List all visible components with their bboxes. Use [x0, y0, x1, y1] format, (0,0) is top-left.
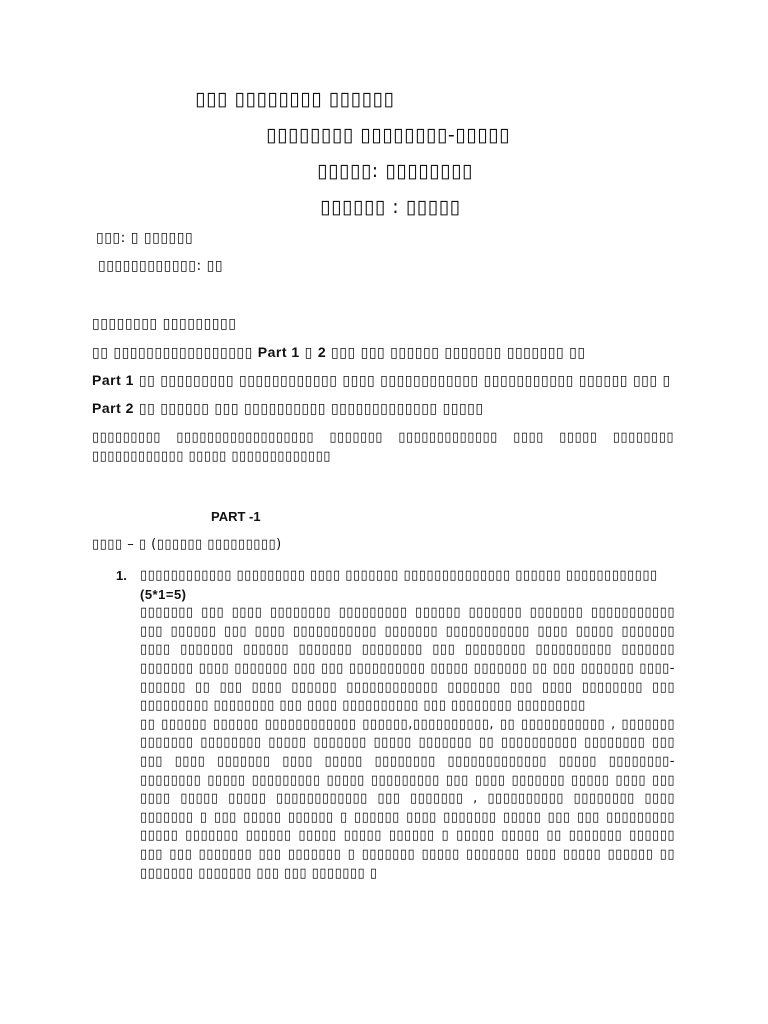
subject-line: ▯▯▯▯▯▯ : ▯▯▯▯▯: [320, 196, 461, 218]
instruction-line-4: ▯▯▯▯▯▯▯▯▯ ▯▯▯▯▯▯▯▯▯▯▯▯▯▯▯▯▯▯ ▯▯▯▯▯▯▯ ▯▯▯▯▯▯▯▯▯▯▯▯▯ ▯▯▯▯ ▯▯▯▯▯ ▯▯▯▯▯▯▯▯ ▯▯▯▯▯▯▯▯▯▯▯▯ ▯▯▯▯▯ ▯▯▯▯▯▯▯▯▯▯▯▯▯: [92, 430, 674, 464]
instruction-line-1: [92, 344, 586, 361]
time-line: ▯▯▯: ▯ ▯▯▯▯▯▯: [96, 230, 194, 246]
instruction-1-text-b: ▯: [299, 345, 318, 361]
instruction-2-text: ▯▯ ▯▯▯▯▯▯▯▯▯ ▯▯▯▯▯▯▯▯▯▯▯▯ ▯▯▯▯ ▯▯▯▯▯▯▯▯▯▯▯▯ ▯▯▯▯▯▯▯▯▯▯▯ ▯▯▯▯▯▯ ▯▯▯ ▯: [133, 373, 671, 389]
instruction-3-text: ▯▯ ▯▯▯▯▯▯ ▯▯▯ ▯▯▯▯▯▯▯▯▯▯ ▯▯▯▯▯▯▯▯▯▯▯▯▯ ▯▯▯▯▯: [133, 401, 484, 417]
question-number: 1.: [116, 568, 127, 583]
section-title-text: ▯▯▯▯ – ▯: [92, 537, 152, 552]
section-title: [92, 537, 282, 552]
class-line: ▯▯▯▯▯: ▯▯▯▯▯▯▯▯: [317, 160, 473, 182]
school-name: ▯▯▯ ▯▯▯▯▯▯▯▯ ▯▯▯▯▯▯: [195, 88, 395, 110]
question-prompt: ▯▯▯▯▯▯▯▯▯▯▯▯ ▯▯▯▯▯▯▯▯▯ ▯▯▯▯ ▯▯▯▯▯▯▯ ▯▯▯▯▯▯▯▯▯▯▯▯▯▯ ▯▯▯▯▯▯ ▯▯▯▯▯▯▯▯▯▯▯▯: [140, 568, 658, 583]
exam-title: ▯▯▯▯▯▯▯▯ ▯▯▯▯▯▯▯▯-▯▯▯▯▯: [266, 124, 510, 146]
instruction-line-2: [92, 372, 671, 389]
passage-paragraph-1: ▯▯▯▯▯▯▯ ▯▯▯ ▯▯▯▯ ▯▯▯▯▯▯▯▯ ▯▯▯▯▯▯▯▯▯ ▯▯▯▯▯▯ ▯▯▯▯▯▯▯ ▯▯▯▯▯▯▯ ▯▯▯▯▯▯▯▯▯▯▯ ▯▯▯ ▯▯▯▯▯▯ ▯▯▯ ▯▯▯▯ ▯▯▯▯▯▯▯▯▯▯▯ ▯▯▯▯▯▯▯ ▯▯▯▯▯▯▯▯▯▯▯ ▯▯▯▯ ▯▯▯▯▯ ▯▯▯▯▯▯▯ ▯▯▯▯ ▯▯▯▯▯▯▯ ▯▯▯▯▯▯ ▯▯▯▯▯▯▯ ▯▯▯▯▯▯▯▯ ▯▯▯ ▯▯▯▯▯▯▯▯ ▯▯▯▯▯▯▯▯▯▯ ▯▯▯▯▯▯▯ ▯▯▯▯▯▯▯ ▯▯▯▯ ▯▯▯▯▯▯▯ ▯▯▯ ▯▯▯ ▯▯▯▯▯▯▯▯▯▯ ▯▯▯▯▯ ▯▯▯▯▯▯▯ ▯▯ ▯▯▯ ▯▯▯▯▯▯▯ ▯▯▯▯-▯▯▯▯▯▯ ▯▯ ▯▯▯ ▯▯▯▯ ▯▯▯▯▯▯ ▯▯▯▯▯▯▯▯▯▯▯▯ ▯▯▯▯▯▯▯ ▯▯▯ ▯▯▯▯ ▯▯▯▯▯▯▯▯ ▯▯▯ ▯▯▯▯▯▯▯▯▯ ▯▯▯▯▯▯▯▯ ▯▯▯ ▯▯▯▯ ▯▯▯▯▯▯▯▯▯▯ ▯▯▯ ▯▯▯▯▯▯▯▯ ▯▯▯▯▯▯▯▯▯: [140, 605, 675, 714]
instruction-2-part: Part 1: [92, 372, 134, 388]
section-title-paren: (▯▯▯▯▯▯ ▯▯▯▯▯▯▯▯▯): [151, 537, 282, 552]
question-marks: (5*1=5): [140, 586, 187, 602]
instruction-3-part: Part 2: [92, 400, 134, 416]
instruction-1-number: 2: [317, 344, 327, 360]
instruction-1-part: Part 1: [257, 344, 300, 360]
instruction-1-text-a: ▯▯ ▯▯▯▯▯▯▯▯▯▯▯▯▯▯▯▯▯: [92, 345, 258, 361]
instruction-1-text-c: ▯▯▯ ▯▯▯ ▯▯▯▯▯▯ ▯▯▯▯▯▯▯ ▯▯▯▯▯▯▯ ▯▯: [326, 345, 586, 361]
marks-line: ▯▯▯▯▯▯▯▯▯▯▯▯: ▯▯: [98, 258, 224, 274]
instructions-heading: ▯▯▯▯▯▯▯▯ ▯▯▯▯▯▯▯▯▯: [92, 316, 237, 332]
instruction-line-3: [92, 400, 484, 417]
passage-paragraph-2: ▯▯ ▯▯▯▯▯▯ ▯▯▯▯▯▯ ▯▯▯▯▯▯▯▯▯▯▯▯ ▯▯▯▯▯▯,▯▯▯▯▯▯▯▯▯▯, ▯▯ ▯▯▯▯▯▯▯▯▯▯▯ , ▯▯▯▯▯▯▯ ▯▯▯▯▯▯▯ ▯▯▯▯▯▯▯▯ ▯▯▯▯▯ ▯▯▯▯▯▯▯ ▯▯▯▯▯ ▯▯▯▯▯▯▯ ▯▯ ▯▯▯▯▯▯▯▯▯▯ ▯▯▯▯▯▯▯▯ ▯▯▯ ▯▯▯ ▯▯▯▯ ▯▯▯▯▯▯▯ ▯▯▯▯ ▯▯▯▯▯ ▯▯▯▯▯▯▯▯ ▯▯▯▯▯▯▯▯▯▯▯▯▯ ▯▯▯▯▯ ▯▯▯▯▯▯▯▯-▯▯▯▯▯▯▯▯ ▯▯▯▯▯ ▯▯▯▯▯▯▯▯▯ ▯▯▯▯▯ ▯▯▯▯▯▯▯▯▯ ▯▯▯ ▯▯▯▯ ▯▯▯▯▯▯▯ ▯▯▯▯▯ ▯▯▯▯ ▯▯▯ ▯▯▯▯ ▯▯▯▯▯ ▯▯▯▯▯ ▯▯▯▯▯▯▯▯▯▯▯▯ ▯▯▯ ▯▯▯▯▯▯▯ , ▯▯▯▯▯▯▯▯▯▯ ▯▯▯▯▯▯▯▯ ▯▯▯▯ ▯▯▯▯▯▯▯ ▯ ▯▯▯ ▯▯▯▯▯ ▯▯▯▯▯▯ ▯ ▯▯▯▯▯▯ ▯▯▯▯ ▯▯▯▯▯▯▯ ▯▯▯▯▯ ▯▯▯ ▯▯▯ ▯▯▯▯▯▯▯▯▯ ▯▯▯▯▯ ▯▯▯▯▯▯▯ ▯▯▯▯▯▯ ▯▯▯▯▯ ▯▯▯▯▯ ▯▯▯▯▯▯ ▯ ▯▯▯▯▯ ▯▯▯▯▯ ▯▯ ▯▯▯▯▯▯▯ ▯▯▯▯▯▯ ▯▯▯ ▯▯▯ ▯▯▯▯▯▯▯ ▯▯▯ ▯▯▯▯▯▯▯ ▯ ▯▯▯▯▯▯▯ ▯▯▯▯▯ ▯▯▯▯▯▯▯ ▯▯▯▯ ▯▯▯▯▯ ▯▯▯▯▯▯ ▯▯ ▯▯▯▯▯▯▯ ▯▯▯▯▯▯▯ ▯▯▯ ▯▯▯ ▯▯▯▯▯▯▯ ▯: [140, 716, 675, 881]
part-title: PART -1: [211, 509, 261, 524]
question-body: [140, 567, 675, 883]
